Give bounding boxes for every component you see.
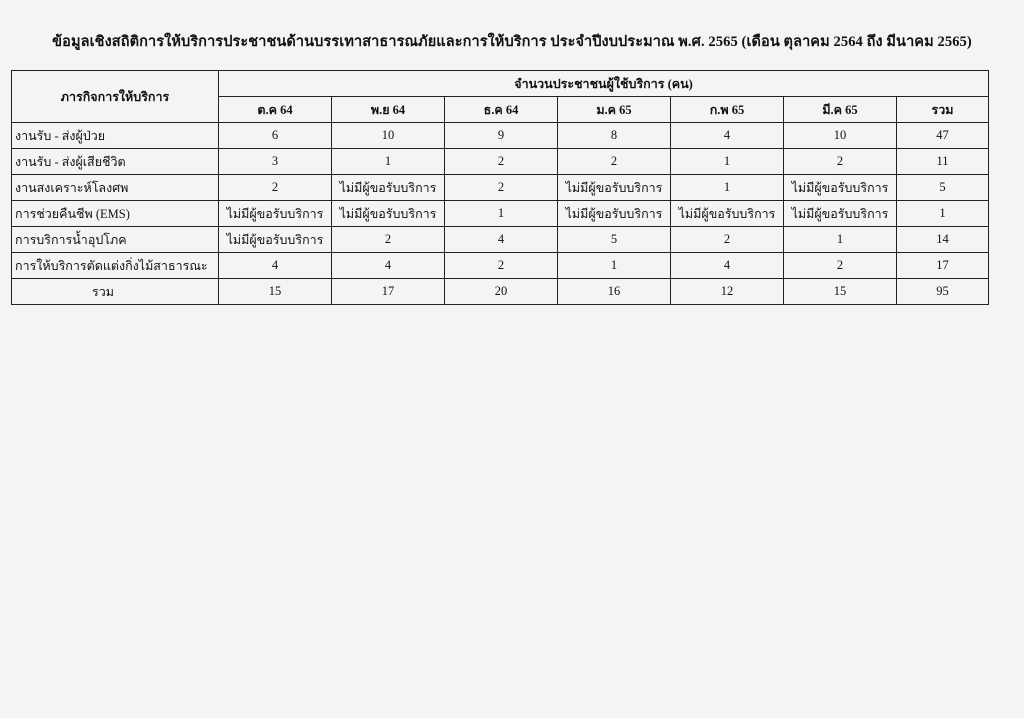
- row-total-cell: 11: [897, 149, 989, 175]
- table-cell: ไม่มีผู้ขอรับบริการ: [671, 201, 784, 227]
- column-header: ม.ค 65: [558, 97, 671, 123]
- table-cell: 2: [558, 149, 671, 175]
- table-cell: 1: [784, 227, 897, 253]
- table-cell: 1: [558, 253, 671, 279]
- table-cell: ไม่มีผู้ขอรับบริการ: [219, 227, 332, 253]
- table-cell: 1: [671, 175, 784, 201]
- service-column-header: ภารกิจการให้บริการ: [12, 71, 219, 123]
- table-cell: 10: [784, 123, 897, 149]
- table-cell: 2: [219, 175, 332, 201]
- total-cell: 17: [332, 279, 445, 305]
- table-cell: ไม่มีผู้ขอรับบริการ: [219, 201, 332, 227]
- row-label: งานรับ - ส่งผู้เสียชีวิต: [12, 149, 219, 175]
- table-cell: ไม่มีผู้ขอรับบริการ: [784, 201, 897, 227]
- statistics-table: [11, 70, 989, 305]
- column-header: ธ.ค 64: [445, 97, 558, 123]
- row-label: งานสงเคราะห์โลงศพ: [12, 175, 219, 201]
- table-cell: 2: [671, 227, 784, 253]
- table-cell: ไม่มีผู้ขอรับบริการ: [332, 175, 445, 201]
- table-header: [12, 71, 989, 123]
- row-label: งานรับ - ส่งผู้ป่วย: [12, 123, 219, 149]
- table-cell: 9: [445, 123, 558, 149]
- table-row: [12, 175, 989, 201]
- table-cell: 3: [219, 149, 332, 175]
- page-title: ข้อมูลเชิงสถิติการให้บริการประชาชนด้านบรรเทาสาธารณภัยและการให้บริการ ประจำปีงบประมาณ พ.ศ. 2565 (เดือน ตุลาคม 2564 ถึง มีนาคม 2565): [52, 34, 972, 50]
- table-cell: 1: [671, 149, 784, 175]
- table-cell: 2: [445, 175, 558, 201]
- row-label: การบริการน้ำอุปโภค: [12, 227, 219, 253]
- row-label: การให้บริการตัดแต่งกิ่งไม้สาธารณะ: [12, 253, 219, 279]
- row-total-cell: 17: [897, 253, 989, 279]
- total-row-label: รวม: [12, 279, 219, 305]
- table-cell: 2: [784, 253, 897, 279]
- total-cell: 16: [558, 279, 671, 305]
- table-cell: ไม่มีผู้ขอรับบริการ: [558, 201, 671, 227]
- row-total-cell: 14: [897, 227, 989, 253]
- total-cell: 15: [784, 279, 897, 305]
- table-cell: 1: [332, 149, 445, 175]
- column-header: ต.ค 64: [219, 97, 332, 123]
- table-cell: ไม่มีผู้ขอรับบริการ: [558, 175, 671, 201]
- table-cell: 5: [558, 227, 671, 253]
- grand-total-cell: 95: [897, 279, 989, 305]
- total-cell: 15: [219, 279, 332, 305]
- table-cell: 2: [332, 227, 445, 253]
- table-cell: 2: [445, 253, 558, 279]
- table-cell: ไม่มีผู้ขอรับบริการ: [332, 201, 445, 227]
- table-cell: ไม่มีผู้ขอรับบริการ: [784, 175, 897, 201]
- total-cell: 12: [671, 279, 784, 305]
- table-row: [12, 227, 989, 253]
- total-cell: 20: [445, 279, 558, 305]
- header-row-group: [12, 71, 989, 97]
- table-cell: 10: [332, 123, 445, 149]
- group-header: จำนวนประชาชนผู้ใช้บริการ (คน): [219, 71, 989, 97]
- row-total-cell: 1: [897, 201, 989, 227]
- table-row: [12, 123, 989, 149]
- table-cell: 4: [445, 227, 558, 253]
- table-cell: 8: [558, 123, 671, 149]
- table-row: [12, 253, 989, 279]
- row-total-cell: 47: [897, 123, 989, 149]
- column-header: ก.พ 65: [671, 97, 784, 123]
- table-cell: 4: [332, 253, 445, 279]
- total-row: [12, 279, 989, 305]
- table-cell: 2: [784, 149, 897, 175]
- row-label: การช่วยคืนชีพ (EMS): [12, 201, 219, 227]
- table-row: [12, 149, 989, 175]
- column-header-total: รวม: [897, 97, 989, 123]
- table-cell: 2: [445, 149, 558, 175]
- row-total-cell: 5: [897, 175, 989, 201]
- table-row: [12, 201, 989, 227]
- table-cell: 1: [445, 201, 558, 227]
- table-cell: 4: [671, 253, 784, 279]
- table-cell: 6: [219, 123, 332, 149]
- table-cell: 4: [671, 123, 784, 149]
- table-body: [12, 123, 989, 305]
- column-header: มี.ค 65: [784, 97, 897, 123]
- table-cell: 4: [219, 253, 332, 279]
- column-header: พ.ย 64: [332, 97, 445, 123]
